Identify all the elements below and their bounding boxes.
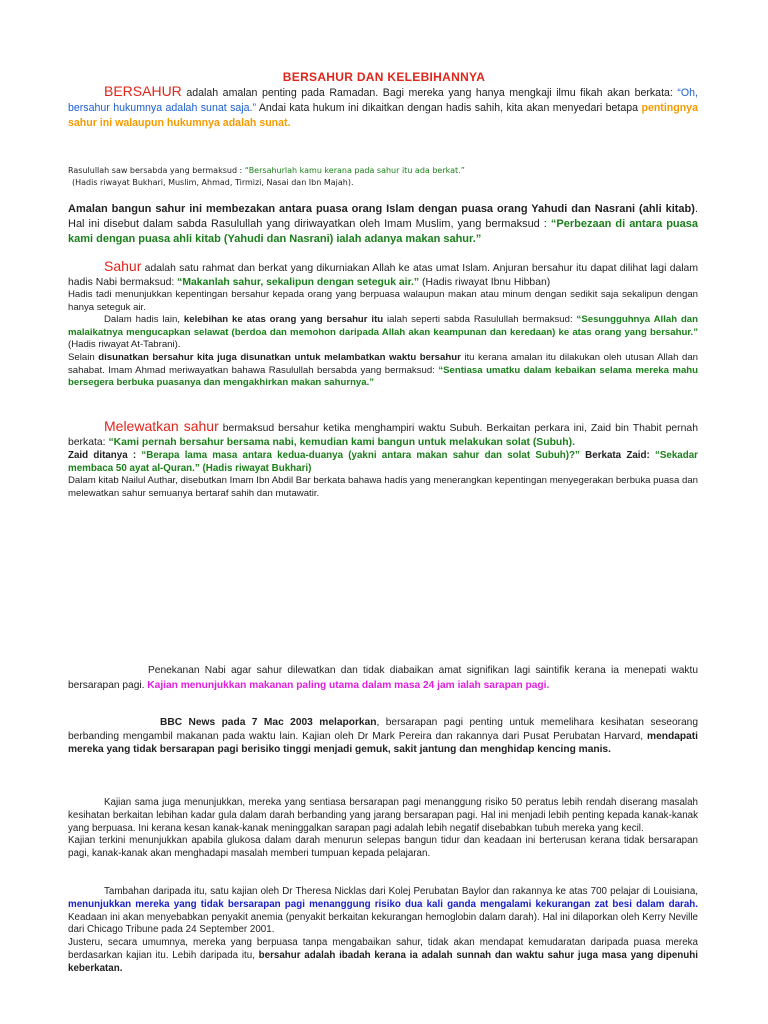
paragraph-nicklas: Tambahan daripada itu, satu kajian oleh Dr Theresa Nicklas dari Kolej Perubatan Baylor dan rakannya ke atas 700 pelajar di Louisiana, menunjukkan mereka yang tidak bersarapan pagi menanggung risiko dua kali ganda mengalami kekurangan zat besi dalam darah. Keadaan ini akan menyebabkan penyakit anemia (penyakit berkaitan kekurangan hemoglobin dalam darah). Hal ini dilaporkan oleh Kerry Neville dari Chicago Tribune pada 24 September 2001. Justeru, secara umumnya, mereka yang berpuasa tanpa mengabaikan sahur, tidak akan mendapat kemudaratan daripada puasa mereka berdasarkan kajian itu. Lebih daripada itu, bersahur adalah ibadah kerana ia adalah sunnah dan waktu sahur juga masa yang dipenuhi keberkatan.	[68, 886, 698, 974]
hadith-reference: (Hadis riwayat Bukhari, Muslim, Ahmad, Tirmizi, Nasai dan Ibn Majah).	[72, 178, 354, 187]
lead-bersahur: BERSAHUR	[104, 83, 182, 99]
document-title: BERSAHUR DAN KELEBIHANNYA	[282, 70, 486, 84]
paragraph-ahli-kitab: Amalan bangun sahur ini membezakan antara puasa orang Islam dengan puasa orang Yahudi dan Nasrani (ahli kitab). Hal ini disebut dalam sabda Rasulullah yang diriwayatkan oleh Imam Muslim, yang bermaksud : “Perbezaan di antara puasa kami dengan puasa ahli kitab (Yahudi dan Nasrani) ialah adanya makan sahur.”	[68, 203, 699, 245]
lead-sahur: Sahur	[104, 258, 142, 274]
paragraph-kajian: Kajian sama juga menunjukkan, mereka yang sentiasa bersarapan pagi menanggung risiko 50 peratus lebih rendah diserang masalah kesihatan berkaitan lebihan kadar gula dalam darah berbanding yang jarang bersarapan pagi. Hal ini menjadi lebih penting kepada kanak-kanak yang berpuasa. Ini kerana kesan kanak-kanak meninggalkan sarapan pagi adalah lebih negatif disebabkan tubuh mereka yang kecil. Kajian terkini menunjukkan apabila glukosa dalam darah menurun selepas bangun tidur dan keadaan ini berterusan kerana tidak bersarapan pagi, kanak-kanak akan menghadapi masalah memberi tumpuan kepada pelajaran.	[68, 797, 698, 860]
intro-paragraph: BERSAHUR adalah amalan penting pada Ramadan. Bagi mereka yang hanya mengkaji ilmu fikah akan berkata: “Oh, bersahur hukumnya adalah sunat saja.” Andai kata hukum ini dikaitkan dengan hadis sahih, kita akan menyedari betapa pentingnya sahur ini walaupun hukumnya adalah sunat.	[68, 83, 698, 129]
quote-sunat: “Oh, bersahur hukumnya adalah sunat saja.”	[68, 87, 698, 114]
emphasis-text: pentingnya sahur ini walaupun hukumnya adalah sunat.	[68, 102, 698, 129]
paragraph-melewatkan-sahur: Melewatkan sahur bermaksud bersahur ketika menghampiri waktu Subuh. Berkaitan perkara ini, Zaid bin Thabit pernah berkata: “Kami pernah bersahur bersama nabi, kemudian kami bangun untuk melakukan solat (Subuh). Zaid ditanya : “Berapa lama masa antara kedua-duanya (yakni antara makan sahur dan solat Subuh)?” Berkata Zaid: “Sekadar membaca 50 ayat al-Quran.” (Hadis riwayat Bukhari) Dalam kitab Nailul Authar, disebutkan Imam Ibn Abdil Bar berkata bahawa hadis yang menerangkan kepentingan menyegerakan berbuka puasa dan melewatkan sahur semuanya bertaraf sahih dan mutawatir.	[68, 418, 698, 499]
lead-melewatkan: Melewatkan sahur	[104, 418, 219, 434]
hadith-quote: Rasulullah saw bersabda yang bermaksud : “Bersahurlah kamu kerana pada sahur itu ada berkat.” (Hadis riwayat Bukhari, Muslim, Ahmad, Tirmizi, Nasai dan Ibn Majah).	[68, 165, 698, 189]
paragraph-bbc: BBC News pada 7 Mac 2003 melaporkan, bersarapan pagi penting untuk memelihara kesihatan seseorang berbanding mengambil makanan pada waktu lain. Kajian oleh Dr Mark Pereira dan rakannya dari Pusat Perubatan Harvard, mendapati mereka yang tidak bersarapan pagi berisiko tinggi menjadi gemuk, sakit jantung dan menghidap kencing manis.	[68, 717, 698, 755]
paragraph-sarapan: Penekanan Nabi agar sahur dilewatkan dan tidak diabaikan amat signifikan lagi saintifik kerana ia menepati waktu bersarapan pagi. Kajian menunjukkan makanan paling utama dalam masa 24 jam ialah sarapan pagi.	[68, 665, 698, 691]
paragraph-sahur: Sahur adalah satu rahmat dan berkat yang dikurniakan Allah ke atas umat Islam. Anjuran bersahur itu dapat dilihat lagi dalam hadis Nabi bermaksud: “Makanlah sahur, sekalipun dengan seteguk air.” (Hadis riwayat Ibnu Hibban) Hadis tadi menunjukkan kepentingan bersahur kepada orang yang berpuasa walaupun makan atau minum dengan sedikit saja sekalipun dengan hanya seteguk air. Dalam hadis lain, kelebihan ke atas orang yang bersahur itu ialah seperti sabda Rasulullah bermaksud: “Sesungguhnya Allah dan malaikatnya mengucapkan selawat (berdoa dan memohon daripada Allah akan keampunan dan keredaan) ke atas orang yang bersahur.” (Hadis riwayat At-Tabrani). Selain disunatkan bersahur kita juga disunatkan untuk melambatkan waktu bersahur itu kerana amalan itu dilakukan oleh utusan Allah dan sahabat. Imam Ahmad meriwayatkan bahawa Rasulullah bersabda yang bermaksud: “Sentiasa umatku dalam kebaikan selama mereka mahu bersegera berbuka puasanya dan mengakhirkan makan sahurnya.”	[68, 258, 699, 389]
